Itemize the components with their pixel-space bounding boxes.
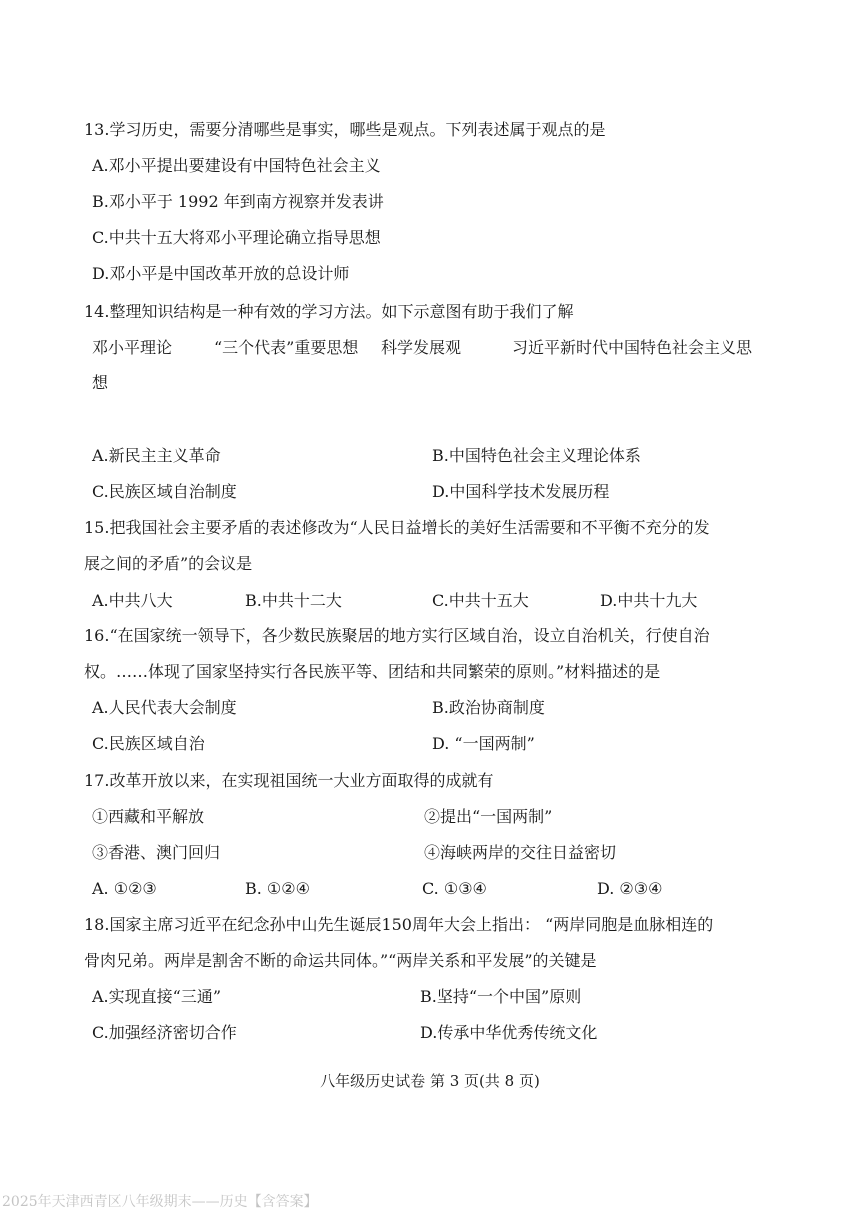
- question-18-stem-line-1: 18.国家主席习近平在纪念孙中山先生诞辰150周年大会上指出： “两岸同胞是血脉相连的: [84, 915, 714, 934]
- question-13-option-d: D.邓小平是中国改革开放的总设计师: [92, 264, 350, 283]
- diagram-term-deng-theory: 邓小平理论: [92, 338, 173, 357]
- question-17-option-d: D. ②③④: [597, 879, 663, 898]
- question-15-option-a: A.中共八大: [92, 591, 173, 610]
- question-17-item-4: ④海峡两岸的交往日益密切: [424, 843, 617, 862]
- question-13-option-b: B.邓小平于 1992 年到南方视察并发表讲: [92, 192, 384, 211]
- page-footer: 八年级历史试卷 第 3 页(共 8 页): [320, 1072, 540, 1090]
- question-16-option-b: B.政治协商制度: [432, 698, 545, 717]
- question-17-item-2: ②提出“一国两制”: [424, 807, 553, 826]
- diagram-term-scientific-development: 科学发展观: [381, 338, 462, 357]
- question-16-option-c: C.民族区域自治: [92, 734, 205, 753]
- question-18-stem-line-2: 骨肉兄弟。两岸是割舍不断的命运共同体。”“两岸关系和平发展”的关键是: [84, 951, 597, 970]
- question-14-option-c: C.民族区域自治制度: [92, 482, 237, 501]
- question-14-stem: 14.整理知识结构是一种有效的学习方法。如下示意图有助于我们了解: [84, 302, 574, 321]
- question-17-option-a: A. ①②③: [92, 879, 157, 898]
- diagram-term-three-represents: “三个代表”重要思想: [214, 338, 359, 357]
- question-17-option-c: C. ①③④: [422, 879, 487, 898]
- question-18-option-c: C.加强经济密切合作: [92, 1023, 237, 1042]
- question-14-option-d: D.中国科学技术发展历程: [432, 482, 610, 501]
- question-17-option-b: B. ①②④: [245, 879, 310, 898]
- question-16-stem-line-2: 权。……体现了国家坚持实行各民族平等、团结和共同繁荣的原则。”材料描述的是: [84, 662, 661, 681]
- question-15-option-c: C.中共十五大: [432, 591, 529, 610]
- question-17-stem: 17.改革开放以来，在实现祖国统一大业方面取得的成就有: [84, 771, 494, 790]
- diagram-term-xi-thought-wrap: 想: [92, 373, 109, 392]
- question-18-option-b: B.坚持“一个中国”原则: [420, 987, 582, 1006]
- question-13-option-c: C.中共十五大将邓小平理论确立指导思想: [92, 228, 381, 247]
- question-14-option-a: A.新民主主义革命: [92, 446, 221, 465]
- question-13-stem: 13.学习历史，需要分清哪些是事实，哪些是观点。下列表述属于观点的是: [84, 120, 606, 139]
- question-17-item-3: ③香港、澳门回归: [92, 843, 221, 862]
- question-15-stem-line-2: 展之间的矛盾”的会议是: [84, 554, 253, 573]
- question-15-stem-line-1: 15.把我国社会主要矛盾的表述修改为“人民日益增长的美好生活需要和不平衡不充分的发: [84, 518, 710, 537]
- question-16-option-a: A.人民代表大会制度: [92, 698, 237, 717]
- question-18-option-a: A.实现直接“三通”: [92, 987, 222, 1006]
- question-13-option-a: A.邓小平提出要建设有中国特色社会主义: [92, 156, 381, 175]
- question-18-option-d: D.传承中华优秀传统文化: [420, 1023, 598, 1042]
- question-17-item-1: ①西藏和平解放: [92, 807, 205, 826]
- question-16-option-d: D. “一国两制”: [432, 734, 535, 753]
- question-15-option-d: D.中共十九大: [600, 591, 698, 610]
- diagram-term-xi-thought: 习近平新时代中国特色社会主义思: [512, 338, 753, 357]
- question-15-option-b: B.中共十二大: [245, 591, 342, 610]
- question-16-stem-line-1: 16.“在国家统一领导下，各少数民族聚居的地方实行区域自治，设立自治机关，行使自治: [84, 626, 710, 645]
- question-14-option-b: B.中国特色社会主义理论体系: [432, 446, 641, 465]
- source-watermark: 2025年天津西青区八年级期末——历史【含答案】: [2, 1194, 318, 1210]
